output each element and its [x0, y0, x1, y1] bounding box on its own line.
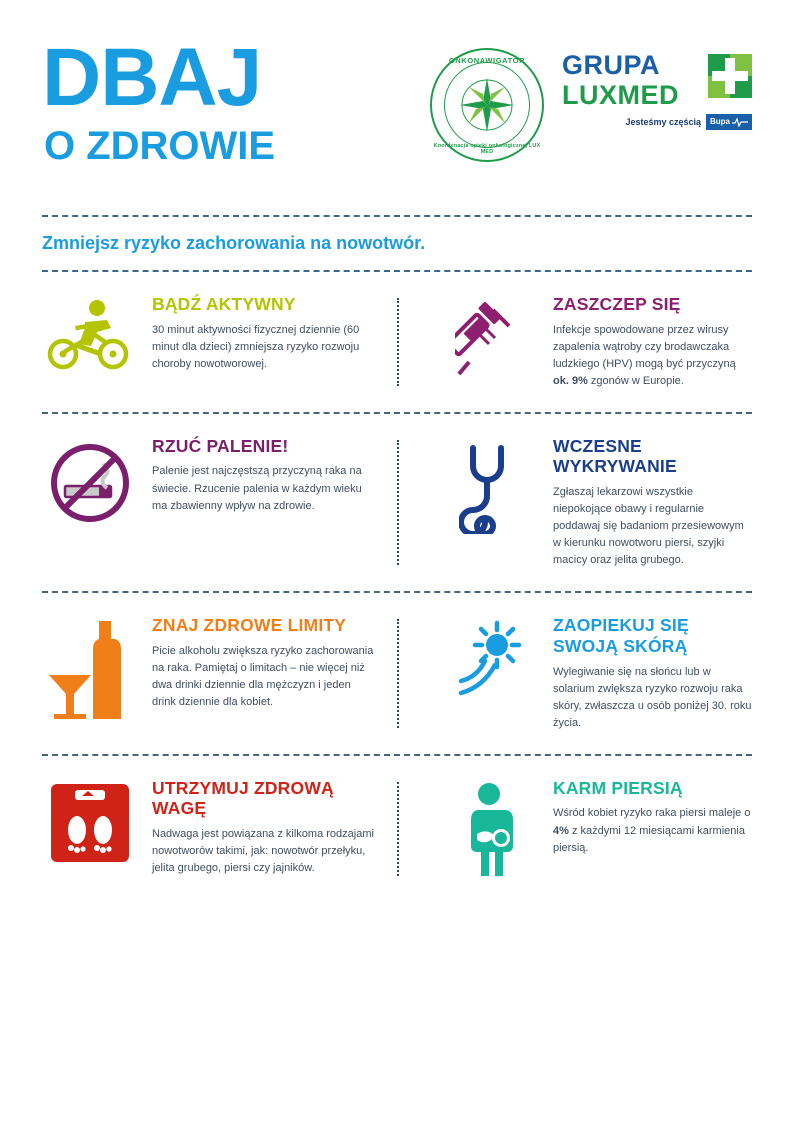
no-smoking-icon: [42, 436, 138, 570]
tip-title-piers: KARM PIERSIĄ: [553, 777, 683, 798]
tip-body-skora: Wylegiwanie się na słońcu lub w solarium zwiększa ryzyko rozwoju raka skóry, zwłaszcza u osób poniżej 30. roku życia.: [553, 665, 752, 729]
stethoscope-icon: [443, 436, 539, 570]
tip-title-wykrywanie: WCZESNE WYKRYWANIE: [553, 435, 677, 477]
page-title: DBAJ: [42, 32, 262, 123]
tip-body-aktywny: 30 minut aktywności fizycznej dziennie (60 minut dla dzieci) zmniejsza ryzyko rozwoju choroby nowotworowej.: [152, 323, 360, 370]
luxmed-logo: [562, 50, 752, 127]
onkonawigator-seal: [430, 48, 544, 162]
divider-top: [42, 215, 752, 217]
breastfeeding-icon: [443, 778, 539, 880]
tip-title-palenie: RZUĆ PALENIE!: [152, 435, 289, 456]
tip-title-aktywny: BĄDŹ AKTYWNY: [152, 294, 296, 314]
bupa-lockup: [625, 114, 752, 130]
column-separator: [397, 619, 399, 727]
tip-body-szczepienie: [553, 322, 752, 390]
tip-card-waga: [42, 778, 397, 880]
logo-luxmed-text: LUXMED: [562, 80, 679, 110]
column-separator: [397, 440, 399, 566]
lead-statement: Zmniejsz ryzyko zachorowania na nowotwór.: [42, 233, 426, 253]
page-subtitle: O ZDROWIE: [44, 124, 276, 169]
tip-title-szczepienie: ZASZCZEP SIĘ: [553, 294, 681, 314]
tip-card-limity: [42, 615, 397, 731]
bupa-badge: [706, 114, 752, 130]
tip-title-limity: ZNAJ ZDROWE LIMITY: [152, 615, 347, 636]
column-separator: [397, 782, 399, 876]
tip-body-post: z każdymi 12 miesiącami karmienia piersią.: [553, 824, 745, 854]
cyclist-icon: [42, 294, 138, 390]
column-separator: [397, 298, 399, 386]
scale-icon: [42, 778, 138, 880]
tips-row-4: [0, 756, 794, 902]
tip-card-palenie: [42, 436, 397, 570]
tip-body-highlight: ok. 9%: [553, 374, 588, 387]
header: [0, 0, 794, 215]
tip-text-skora: [553, 615, 752, 731]
bottle-glass-icon: [42, 615, 138, 731]
seal-label-bottom: Koordynacja opieki onkologicznej LUX MED: [433, 143, 541, 155]
tip-body-pre: Infekcje spowodowane przez wirusy zapalenia wątroby czy brodawczaka ludzkiego (HPV) mogą być przyczyną: [553, 323, 736, 370]
tip-card-wykrywanie: [397, 436, 752, 570]
tip-title-waga: UTRZYMUJ ZDROWĄ WAGĘ: [152, 777, 334, 819]
syringe-icon: [443, 294, 539, 390]
tip-body-wykrywanie: Zgłaszaj lekarzowi wszystkie niepokojące obawy i regularnie poddawaj się badaniom przesiewowym w kierunku nowotworu piersi, szyjki macicy oraz jelita grubego.: [553, 486, 744, 567]
seal-label-top: ONKONAWIGATOR: [448, 56, 526, 65]
tip-text-waga: [152, 778, 375, 880]
tip-body-limity: Picie alkoholu zwiększa ryzyko zachorowania na raka. Pamiętaj o limitach – nie więcej niż dwa drinki dziennie dla mężczyzn i jeden drink dziennie dla kobiet.: [152, 644, 374, 709]
tips-row-3: [0, 593, 794, 753]
tip-text-palenie: [152, 436, 375, 570]
tip-text-piers: [553, 778, 752, 880]
bupa-label: Bupa: [710, 117, 730, 126]
compass-rose-icon: [454, 72, 520, 138]
tip-card-skora: [397, 615, 752, 731]
tip-body-highlight: 4%: [553, 824, 569, 837]
tip-text-szczepienie: [553, 294, 752, 390]
tip-title-skora: ZAOPIEKUJ SIĘ SWOJĄ SKÓRĄ: [553, 615, 689, 656]
tip-body-post: zgonów w Europie.: [587, 374, 684, 387]
tips-row-1: [0, 272, 794, 412]
bupa-pulse-icon: [732, 117, 748, 127]
tip-text-limity: [152, 615, 375, 731]
tip-body-palenie: Palenie jest najczęstszą przyczyną raka na świecie. Rzucenie palenia w każdym wieku ma zbawienny wpływ na zdrowie.: [152, 465, 362, 512]
tips-row-2: [0, 414, 794, 592]
tip-card-aktywny: [42, 294, 397, 390]
tip-body-piers: [553, 805, 752, 856]
tip-card-piers: [397, 778, 752, 880]
tip-text-aktywny: [152, 294, 375, 390]
tip-body-waga: Nadwaga jest powiązana z kilkoma rodzajami nowotworów takimi, jak: nowotwór przełyku, jelita grubego, piersi czy jajników.: [152, 828, 374, 875]
tip-card-szczepienie: [397, 294, 752, 390]
logo-grupa-text: GRUPA: [562, 50, 661, 80]
bupa-tagline: Jesteśmy częścią: [625, 117, 701, 127]
luxmed-cross-icon: [708, 54, 752, 98]
tip-body-pre: Wśród kobiet ryzyko raka piersi maleje o: [553, 807, 751, 820]
sun-icon: [443, 615, 539, 731]
tip-text-wykrywanie: [553, 436, 752, 570]
